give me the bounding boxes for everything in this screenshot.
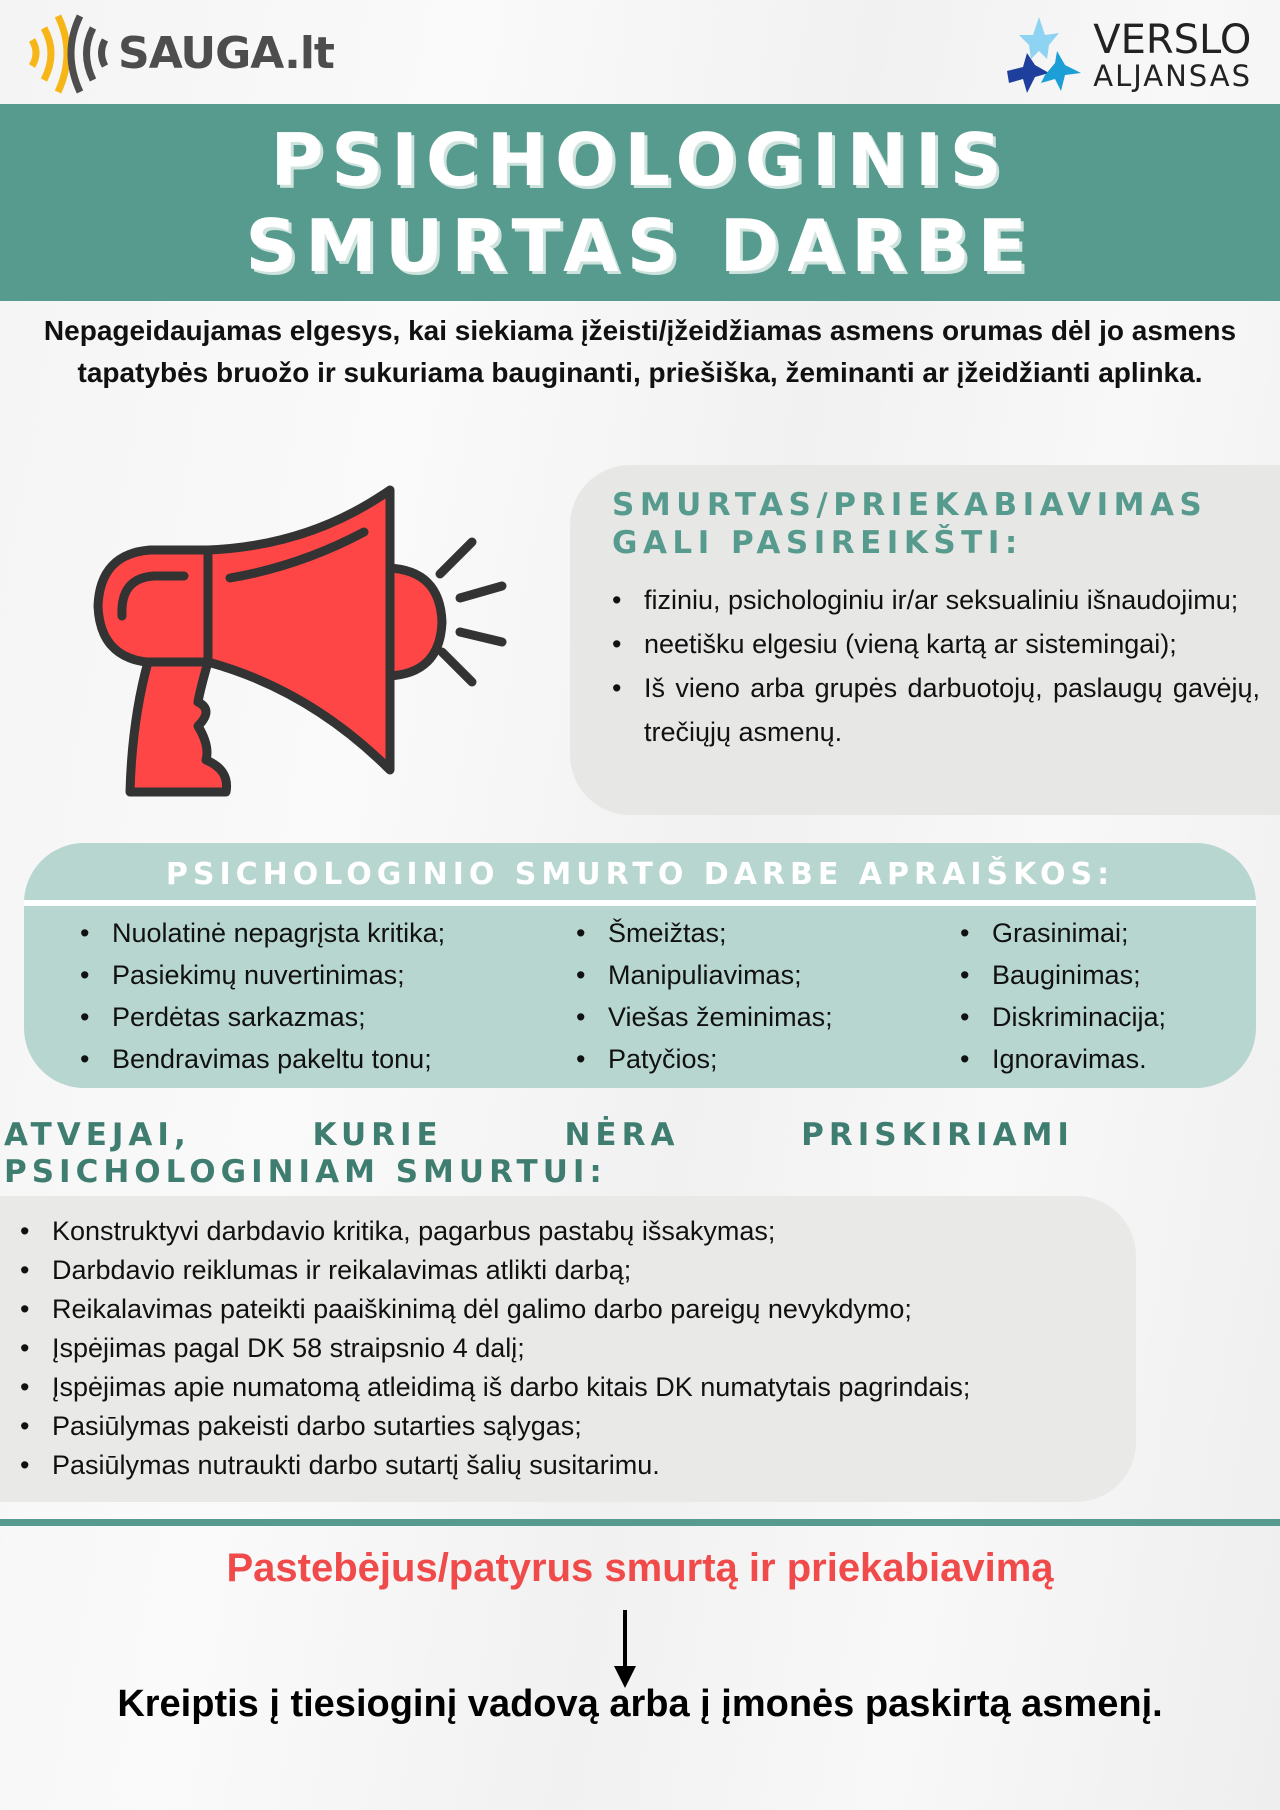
list-item: • Nuolatinė nepagrįsta kritika;	[80, 912, 445, 954]
expressions-column-1	[80, 912, 445, 1080]
exclusions-list	[20, 1212, 970, 1485]
list-item: • Perdėtas sarkazmas;	[80, 996, 445, 1038]
heading-word: ATVEJAI,	[4, 1117, 191, 1153]
list-item: • Šmeižtas;	[576, 912, 833, 954]
sauga-logo-text: SAUGA.lt	[118, 27, 334, 79]
list-item: • Viešas žeminimas;	[576, 996, 833, 1038]
list-item: • Įspėjimas pagal DK 58 straipsnio 4 dalį;	[20, 1329, 970, 1368]
definition-text: Nepageidaujamas elgesys, kai siekiama įžeisti/įžeidžiamas asmens orumas dėl jo asmens tapatybės bruožo ir sukuriama bauginanti, priešiška, žeminanti ar įžeidžianti aplinka.	[43, 315, 1237, 388]
trigger-text: Pastebėjus/patyrus smurtą ir priekabiavimą	[226, 1546, 1054, 1590]
manifestation-list	[612, 578, 1260, 754]
expressions-column-3	[960, 912, 1166, 1080]
verslo-aljansas-logo	[997, 12, 1252, 98]
list-item: • Ignoravimas.	[960, 1038, 1166, 1080]
list-item: • Reikalavimas pateikti paaiškinimą dėl galimo darbo pareigų nevykdymo;	[20, 1290, 970, 1329]
list-item: • Darbdavio reiklumas ir reikalavimas atlikti darbą;	[20, 1251, 970, 1290]
list-item: • Įspėjimas apie numatomą atleidimą iš darbo kitais DK numatytais pagrindais;	[20, 1368, 970, 1407]
heading-word: NĖRA	[564, 1117, 680, 1153]
list-item: • Pasiekimų nuvertinimas;	[80, 954, 445, 996]
page-title-line-1: PSICHOLOGINIS	[270, 117, 1010, 202]
page-title-line-2: SMURTAS DARBE	[245, 203, 1035, 288]
expressions-divider	[24, 900, 1256, 906]
section-divider	[0, 1519, 1280, 1526]
megaphone-icon	[80, 470, 510, 810]
expressions-heading: PSICHOLOGINIO SMURTO DARBE APRAIŠKOS:	[165, 857, 1115, 892]
exclusions-heading	[4, 1117, 1074, 1191]
sauga-logo	[18, 8, 334, 98]
list-item: • Diskriminacija;	[960, 996, 1166, 1038]
exclusions-heading-line-1	[4, 1117, 1074, 1154]
manifestation-heading-line-1: SMURTAS/PRIEKABIAVIMAS	[612, 487, 1208, 523]
title-banner	[0, 104, 1280, 301]
list-item: • Grasinimai;	[960, 912, 1166, 954]
list-item: • fiziniu, psichologiniu ir/ar seksualiniu išnaudojimu;	[612, 578, 1260, 622]
manifestation-heading-line-2: GALI PASIREIKŠTI:	[612, 525, 1023, 561]
list-item: • Iš vieno arba grupės darbuotojų, paslaugų gavėjų, trečiųjų asmenų.	[612, 666, 1260, 754]
list-item: • Pasiūlymas pakeisti darbo sutarties sąlygas;	[20, 1407, 970, 1446]
verslo-text: VERSLO	[1093, 16, 1252, 63]
list-item: • Patyčios;	[576, 1038, 833, 1080]
list-item: • Manipuliavimas;	[576, 954, 833, 996]
list-item: • Konstruktyvi darbdavio kritika, pagarbus pastabų išsakymas;	[20, 1212, 970, 1251]
aljansas-text: ALJANSAS	[1093, 58, 1252, 93]
list-item: • Bendravimas pakeltu tonu;	[80, 1038, 445, 1080]
expressions-column-2	[576, 912, 833, 1080]
exclusions-heading-line-2: PSICHOLOGINIAM SMURTUI:	[4, 1154, 607, 1190]
heading-word: PRISKIRIAMI	[801, 1117, 1074, 1153]
manifestation-heading	[612, 486, 1272, 562]
three-stars-icon	[997, 13, 1087, 97]
action-text: Kreiptis į tiesioginį vadovą arba į įmonės paskirtą asmenį.	[117, 1683, 1163, 1725]
list-item: • Pasiūlymas nutraukti darbo sutartį šalių susitarimu.	[20, 1446, 970, 1485]
signal-waves-icon	[18, 8, 114, 98]
heading-word: KURIE	[312, 1117, 443, 1153]
list-item: • neetišku elgesiu (vieną kartą ar sistemingai);	[612, 622, 1260, 666]
list-item: • Bauginimas;	[960, 954, 1166, 996]
